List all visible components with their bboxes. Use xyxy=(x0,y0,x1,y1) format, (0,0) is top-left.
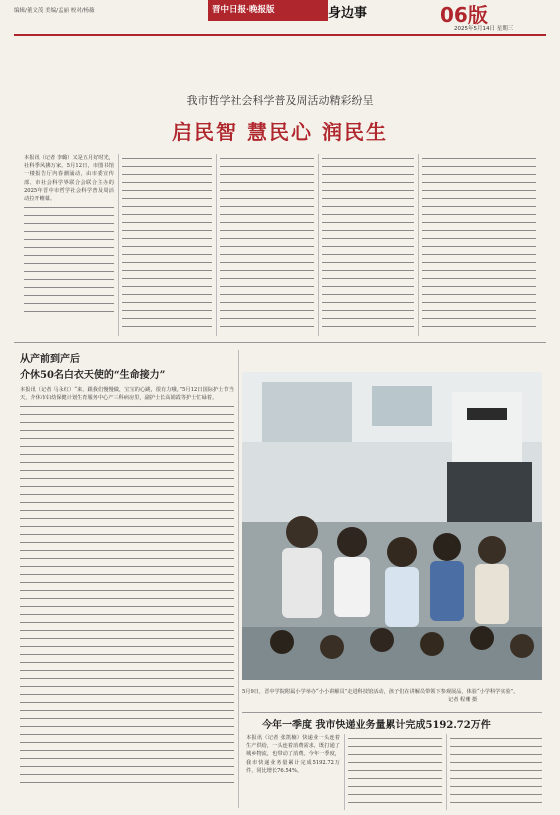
top-story-column-3 xyxy=(220,154,314,336)
story2-headline-line2: 介休50名白衣天使的“生命接力” xyxy=(20,370,166,381)
column-divider xyxy=(238,350,239,808)
story3-headline: 今年一季度 我市快递业务量累计完成5192.72万件 xyxy=(262,720,491,731)
section-divider xyxy=(14,342,546,343)
story3-column-1 xyxy=(246,734,340,810)
top-story-kicker: 我市哲学社会科学普及周活动精彩纷呈 xyxy=(186,94,374,107)
photo-credit: 记者 程珊 摄 xyxy=(448,697,478,703)
header-rule xyxy=(14,34,546,36)
top-story-column-1 xyxy=(24,154,114,336)
top-story-column-5 xyxy=(422,154,536,336)
story2-body xyxy=(20,386,234,804)
story2-headline-line1: 从产前到产后 xyxy=(20,354,80,365)
column-divider xyxy=(418,154,419,336)
text-placeholder-lines xyxy=(20,402,234,792)
issue-date: 2025年5月14日 星期三 xyxy=(454,26,514,32)
story3-lead: 本报讯（记者 张凯楠）快递业一头连着生产供给，一头连着消费需求，既打通了城乡物流，也带动了消费。今年一季度，我市快递业务量累计完成5192.72万件，同比增长76.54%。 xyxy=(246,735,340,774)
column-divider xyxy=(344,734,345,810)
column-divider xyxy=(118,154,119,336)
news-photo xyxy=(242,372,542,680)
story3-column-3 xyxy=(450,734,542,810)
editor-credits: 编辑/董文茂 美编/孟丽 校对/杨薇 xyxy=(14,8,95,14)
story3-column-2 xyxy=(348,734,442,810)
top-story-column-4 xyxy=(322,154,414,336)
page-number: 06版 xyxy=(440,3,488,27)
column-divider xyxy=(318,154,319,336)
photo-caption: 5月9日，晋中学院附属小学举办“小小讲解员”走进科技馆活动，孩子们在讲解员带领下参观展品，体验“小学科学实验”。 xyxy=(242,689,519,695)
top-story-column-2 xyxy=(122,154,212,336)
column-divider xyxy=(446,734,447,810)
column-divider xyxy=(216,154,217,336)
section-divider xyxy=(242,712,542,713)
story2-lead: 本报讯（记者 马永红）“来，跟我们慢慢做，宝宝的心跳，很有力哦。”5月12日国际护士节当天，介休市妇幼保健计划生育服务中心产三科病房里，副护士长高娟霞等护士忙碌着。 xyxy=(20,387,234,402)
top-story-lead: 本报讯（记者 李璐）又是五月好时光，社科季风拂万家。5月12日，市图书馆一楼报告厅内春潮涌动，由市委宣传部、市社会科学界联合会联合主办的2025年晋中市哲学社会科学普及周活动拉开帷幕。 xyxy=(24,155,114,203)
text-placeholder-lines xyxy=(24,203,114,323)
news-photo-illustration xyxy=(242,372,542,680)
masthead-logo: 晋中日报·晚报版 xyxy=(212,5,275,15)
section-title: 身边事 xyxy=(328,6,368,21)
top-story-headline: 启民智 慧民心 润民生 xyxy=(172,120,388,144)
